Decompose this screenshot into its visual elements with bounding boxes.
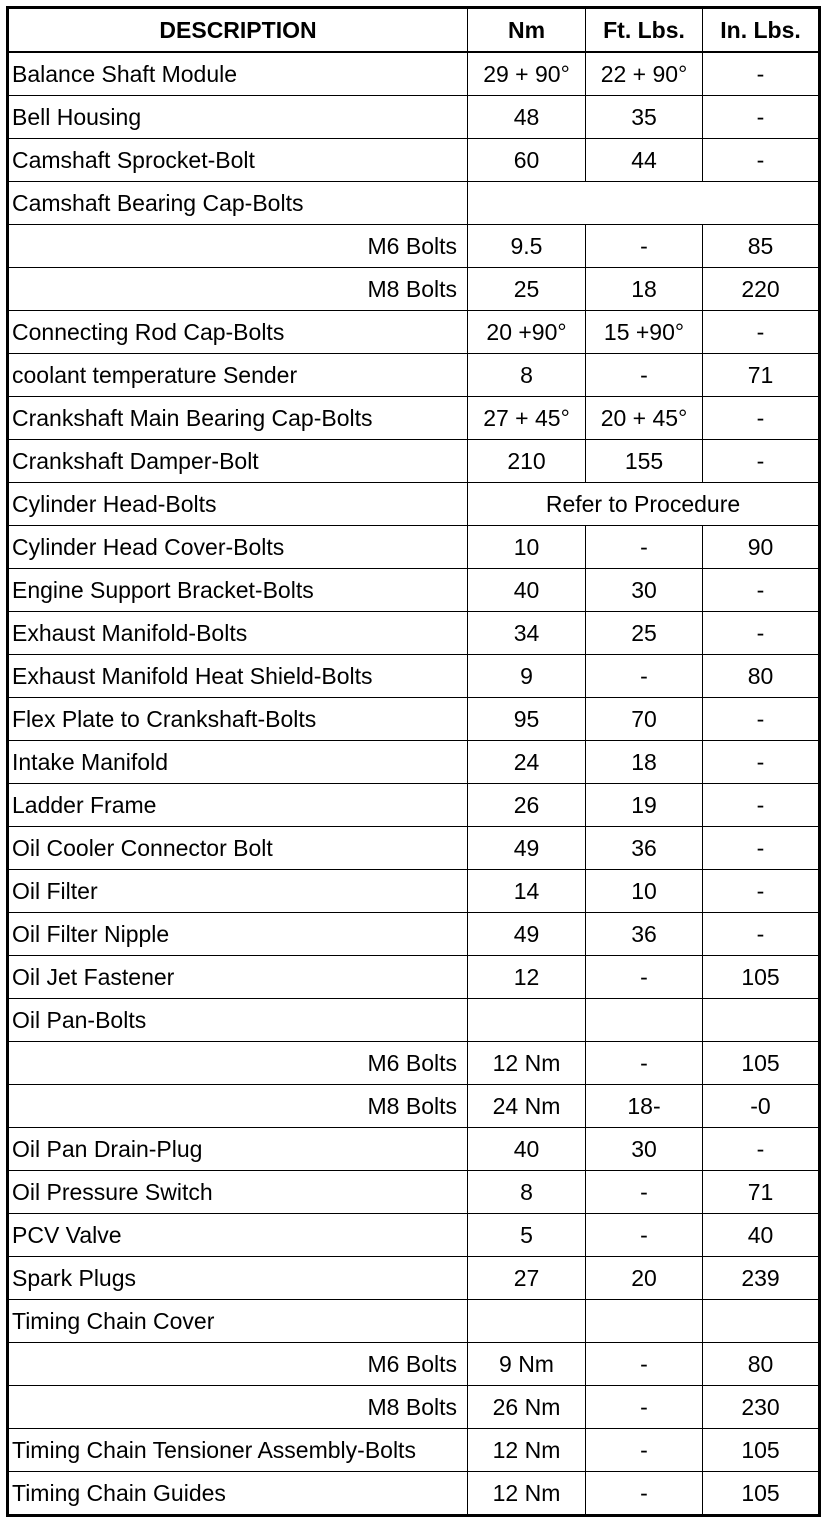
nm-cell: 95: [468, 698, 586, 741]
ft-lbs-cell: 18: [586, 268, 703, 311]
nm-cell: 9 Nm: [468, 1343, 586, 1386]
ft-lbs-cell: -: [586, 354, 703, 397]
table-row: [8, 182, 820, 225]
header-description: DESCRIPTION: [8, 8, 468, 53]
table-row: [8, 1300, 820, 1343]
nm-cell: 8: [468, 354, 586, 397]
ft-lbs-cell: 20 + 45°: [586, 397, 703, 440]
table-row: [8, 397, 820, 440]
in-lbs-cell: 71: [703, 1171, 820, 1214]
in-lbs-cell: [703, 1300, 820, 1343]
table-row: [8, 311, 820, 354]
description-cell: Exhaust Manifold-Bolts: [8, 612, 468, 655]
description-cell: Intake Manifold: [8, 741, 468, 784]
description-cell: M6 Bolts: [8, 1343, 468, 1386]
nm-cell: 24: [468, 741, 586, 784]
ft-lbs-cell: [586, 999, 703, 1042]
nm-cell: 9: [468, 655, 586, 698]
table-row: [8, 52, 820, 96]
description-cell: Oil Pan Drain-Plug: [8, 1128, 468, 1171]
ft-lbs-cell: 30: [586, 1128, 703, 1171]
ft-lbs-cell: -: [586, 526, 703, 569]
description-cell: Spark Plugs: [8, 1257, 468, 1300]
in-lbs-cell: -: [703, 96, 820, 139]
in-lbs-cell: 105: [703, 956, 820, 999]
table-row: [8, 741, 820, 784]
in-lbs-cell: -: [703, 784, 820, 827]
nm-cell: 29 + 90°: [468, 52, 586, 96]
ft-lbs-cell: 36: [586, 827, 703, 870]
table-row: [8, 784, 820, 827]
ft-lbs-cell: 30: [586, 569, 703, 612]
description-cell: M8 Bolts: [8, 1085, 468, 1128]
in-lbs-cell: [703, 999, 820, 1042]
ft-lbs-cell: -: [586, 1042, 703, 1085]
ft-lbs-cell: -: [586, 655, 703, 698]
nm-cell: 5: [468, 1214, 586, 1257]
nm-cell: 34: [468, 612, 586, 655]
in-lbs-cell: -: [703, 698, 820, 741]
in-lbs-cell: -: [703, 827, 820, 870]
ft-lbs-cell: -: [586, 1214, 703, 1257]
nm-cell: 24 Nm: [468, 1085, 586, 1128]
description-cell: Engine Support Bracket-Bolts: [8, 569, 468, 612]
nm-cell: 26 Nm: [468, 1386, 586, 1429]
in-lbs-cell: -: [703, 440, 820, 483]
in-lbs-cell: -: [703, 1128, 820, 1171]
in-lbs-cell: 239: [703, 1257, 820, 1300]
merged-value-cell: [468, 182, 820, 225]
in-lbs-cell: 80: [703, 1343, 820, 1386]
nm-cell: [468, 1300, 586, 1343]
in-lbs-cell: 40: [703, 1214, 820, 1257]
description-cell: Oil Filter Nipple: [8, 913, 468, 956]
description-cell: Oil Pressure Switch: [8, 1171, 468, 1214]
in-lbs-cell: 105: [703, 1429, 820, 1472]
nm-cell: 9.5: [468, 225, 586, 268]
in-lbs-cell: 85: [703, 225, 820, 268]
table-row: [8, 1343, 820, 1386]
merged-value-cell: Refer to Procedure: [468, 483, 820, 526]
description-cell: Cylinder Head Cover-Bolts: [8, 526, 468, 569]
description-cell: Crankshaft Main Bearing Cap-Bolts: [8, 397, 468, 440]
nm-cell: 210: [468, 440, 586, 483]
in-lbs-cell: -0: [703, 1085, 820, 1128]
in-lbs-cell: 80: [703, 655, 820, 698]
in-lbs-cell: -: [703, 741, 820, 784]
table-row: [8, 1386, 820, 1429]
table-row: [8, 526, 820, 569]
ft-lbs-cell: 22 + 90°: [586, 52, 703, 96]
description-cell: PCV Valve: [8, 1214, 468, 1257]
table-row: [8, 956, 820, 999]
nm-cell: 25: [468, 268, 586, 311]
nm-cell: 26: [468, 784, 586, 827]
table-row: [8, 999, 820, 1042]
table-row: [8, 655, 820, 698]
description-cell: Camshaft Bearing Cap-Bolts: [8, 182, 468, 225]
in-lbs-cell: -: [703, 52, 820, 96]
table-row: [8, 96, 820, 139]
in-lbs-cell: 105: [703, 1042, 820, 1085]
table-row: [8, 1214, 820, 1257]
ft-lbs-cell: 18: [586, 741, 703, 784]
table-row: [8, 1171, 820, 1214]
description-cell: Ladder Frame: [8, 784, 468, 827]
ft-lbs-cell: -: [586, 1472, 703, 1516]
description-cell: Exhaust Manifold Heat Shield-Bolts: [8, 655, 468, 698]
ft-lbs-cell: -: [586, 1343, 703, 1386]
nm-cell: [468, 999, 586, 1042]
nm-cell: 20 +90°: [468, 311, 586, 354]
nm-cell: 49: [468, 913, 586, 956]
header-row: [8, 8, 820, 53]
nm-cell: 12 Nm: [468, 1429, 586, 1472]
in-lbs-cell: 71: [703, 354, 820, 397]
in-lbs-cell: -: [703, 612, 820, 655]
description-cell: M6 Bolts: [8, 225, 468, 268]
in-lbs-cell: -: [703, 397, 820, 440]
table-row: [8, 612, 820, 655]
ft-lbs-cell: 10: [586, 870, 703, 913]
description-cell: Timing Chain Cover: [8, 1300, 468, 1343]
header-nm: Nm: [468, 8, 586, 53]
nm-cell: 10: [468, 526, 586, 569]
in-lbs-cell: -: [703, 913, 820, 956]
ft-lbs-cell: [586, 1300, 703, 1343]
in-lbs-cell: 90: [703, 526, 820, 569]
in-lbs-cell: 220: [703, 268, 820, 311]
in-lbs-cell: -: [703, 311, 820, 354]
table-row: [8, 268, 820, 311]
in-lbs-cell: -: [703, 870, 820, 913]
nm-cell: 40: [468, 1128, 586, 1171]
ft-lbs-cell: 15 +90°: [586, 311, 703, 354]
table-row: [8, 354, 820, 397]
description-cell: Bell Housing: [8, 96, 468, 139]
ft-lbs-cell: 25: [586, 612, 703, 655]
ft-lbs-cell: 35: [586, 96, 703, 139]
table-row: [8, 827, 820, 870]
nm-cell: 27: [468, 1257, 586, 1300]
description-cell: Oil Jet Fastener: [8, 956, 468, 999]
in-lbs-cell: 105: [703, 1472, 820, 1516]
table-row: [8, 483, 820, 526]
description-cell: coolant temperature Sender: [8, 354, 468, 397]
nm-cell: 12 Nm: [468, 1042, 586, 1085]
ft-lbs-cell: 20: [586, 1257, 703, 1300]
ft-lbs-cell: 70: [586, 698, 703, 741]
in-lbs-cell: -: [703, 139, 820, 182]
ft-lbs-cell: 19: [586, 784, 703, 827]
table-body: [8, 52, 820, 1516]
description-cell: Cylinder Head-Bolts: [8, 483, 468, 526]
description-cell: M8 Bolts: [8, 268, 468, 311]
nm-cell: 8: [468, 1171, 586, 1214]
table-row: [8, 225, 820, 268]
table-row: [8, 440, 820, 483]
description-cell: Oil Pan-Bolts: [8, 999, 468, 1042]
table-row: [8, 139, 820, 182]
ft-lbs-cell: -: [586, 1429, 703, 1472]
table-row: [8, 1257, 820, 1300]
description-cell: Connecting Rod Cap-Bolts: [8, 311, 468, 354]
table-row: [8, 1472, 820, 1516]
in-lbs-cell: 230: [703, 1386, 820, 1429]
description-cell: Camshaft Sprocket-Bolt: [8, 139, 468, 182]
nm-cell: 14: [468, 870, 586, 913]
table-row: [8, 870, 820, 913]
description-cell: M6 Bolts: [8, 1042, 468, 1085]
description-cell: Oil Cooler Connector Bolt: [8, 827, 468, 870]
ft-lbs-cell: 18-: [586, 1085, 703, 1128]
ft-lbs-cell: 36: [586, 913, 703, 956]
table-row: [8, 698, 820, 741]
ft-lbs-cell: -: [586, 1171, 703, 1214]
table-row: [8, 1085, 820, 1128]
description-cell: Timing Chain Tensioner Assembly-Bolts: [8, 1429, 468, 1472]
description-cell: Flex Plate to Crankshaft-Bolts: [8, 698, 468, 741]
ft-lbs-cell: 155: [586, 440, 703, 483]
table-row: [8, 1042, 820, 1085]
description-cell: M8 Bolts: [8, 1386, 468, 1429]
ft-lbs-cell: 44: [586, 139, 703, 182]
description-cell: Crankshaft Damper-Bolt: [8, 440, 468, 483]
description-cell: Oil Filter: [8, 870, 468, 913]
nm-cell: 12: [468, 956, 586, 999]
table-row: [8, 569, 820, 612]
nm-cell: 40: [468, 569, 586, 612]
header-ft-lbs: Ft. Lbs.: [586, 8, 703, 53]
in-lbs-cell: -: [703, 569, 820, 612]
nm-cell: 49: [468, 827, 586, 870]
description-cell: Timing Chain Guides: [8, 1472, 468, 1516]
table-row: [8, 913, 820, 956]
ft-lbs-cell: -: [586, 1386, 703, 1429]
nm-cell: 12 Nm: [468, 1472, 586, 1516]
description-cell: Balance Shaft Module: [8, 52, 468, 96]
table-row: [8, 1429, 820, 1472]
torque-spec-table: [6, 6, 821, 1517]
header-in-lbs: In. Lbs.: [703, 8, 820, 53]
table-row: [8, 1128, 820, 1171]
nm-cell: 48: [468, 96, 586, 139]
nm-cell: 60: [468, 139, 586, 182]
ft-lbs-cell: -: [586, 225, 703, 268]
nm-cell: 27 + 45°: [468, 397, 586, 440]
ft-lbs-cell: -: [586, 956, 703, 999]
